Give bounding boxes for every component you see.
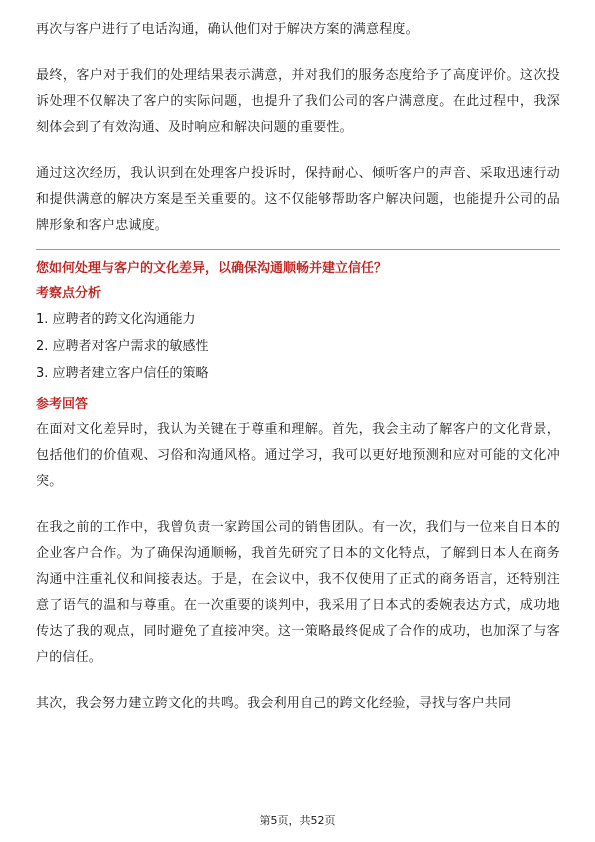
paragraph-follow-up-call: 再次与客户进行了电话沟通，确认他们对于解决方案的满意程度。 [36,22,419,37]
analysis-points-list [36,306,560,387]
analysis-point: 1. 应聘者的跨文化沟通能力 [36,312,196,327]
answer-paragraph-resonance: 其次，我会努力建立跨文化的共鸣。我会利用自己的跨文化经验，寻找与客户共同 [36,696,512,711]
paragraph-customer-satisfied: 最终，客户对于我们的处理结果表示满意，并对我们的服务态度给予了高度评价。这次投诉处理不仅解决了客户的实际问题，也提升了我们公司的客户满意度。在此过程中，我深刻体会到了有效沟通、及时响应和解决问题的重要性。 [36,68,560,135]
interview-question: 您如何处理与客户的文化差异，以确保沟通顺畅并建立信任？ [36,261,388,276]
paragraph-lessons-learned: 通过这次经历，我认识到在处理客户投诉时，保持耐心、倾听客户的声音、采取迅速行动和提供满意的解决方案是至关重要的。这不仅能够帮助客户解决问题，也能提升公司的品牌形象和客户忠诚度。 [36,166,560,233]
answer-heading: 参考回答 [36,397,89,412]
answer-paragraph-respect: 在面对文化差异时，我认为关键在于尊重和理解。首先，我会主动了解客户的文化背景，包括他们的价值观、习俗和沟通风格。通过学习，我可以更好地预测和应对可能的文化冲突。 [36,422,560,489]
page-content [36,17,560,717]
page-number-footer: 第5页，共52页 [259,814,336,827]
analysis-point: 2. 应聘者对客户需求的敏感性 [36,339,209,354]
answer-paragraph-japan-example: 在我之前的工作中，我曾负责一家跨国公司的销售团队。有一次，我们与一位来自日本的企业客户合作。为了确保沟通顺畅，我首先研究了日本的文化特点，了解到日本人在商务沟通中注重礼仪和间接表达。于是，在会议中，我不仅使用了正式的商务语言，还特别注意了语气的温和与尊重。在一次重要的谈判中，我采用了日本式的委婉表达方式，成功地传达了我的观点，同时避免了直接冲突。这一策略最终促成了合作的成功，也加深了与客户的信任。 [36,520,560,665]
section-divider [36,249,560,250]
analysis-heading: 考察点分析 [36,286,102,301]
analysis-point: 3. 应聘者建立客户信任的策略 [36,366,209,381]
